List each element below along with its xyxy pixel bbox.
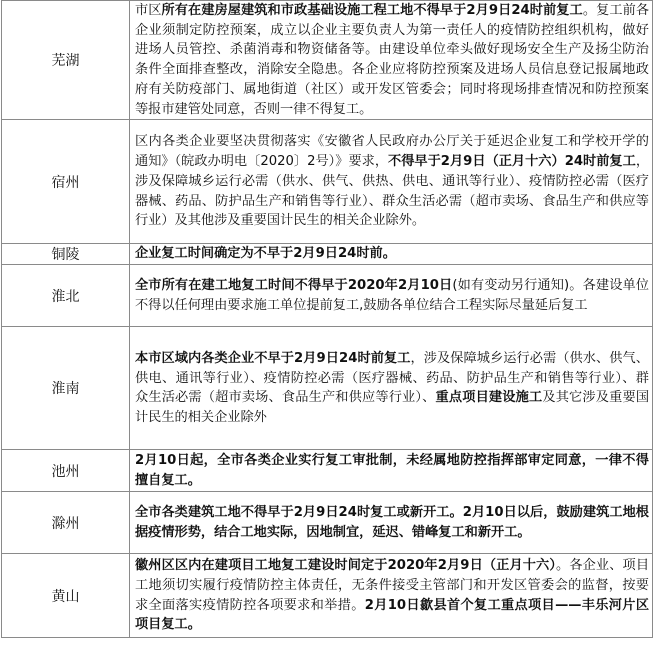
table-row [2, 265, 653, 327]
text-segment: ，涉及保障城乡运行必需（供水、供气、供电、通讯等行业）、疫情防控必需（医疗器械、药品、防护品生产和销售等行业）、群众生活必需（超市卖场、食品生产和供应等行业）、 [135, 350, 649, 406]
text-segment: 区内各类企业要坚决贯彻落实《安徽省人民政府办公厅关于延迟企业复工和学校开学的通知》（皖政办明电〔2020〕2号）》要求， [135, 134, 649, 170]
policy-text [130, 554, 653, 638]
city-name: 宿州 [2, 120, 130, 244]
policy-text [130, 450, 653, 492]
text-segment: (如有变动另行通知)。各建设单位不得以任何理由要求施工单位提前复工,鼓励各单位结合工程实际尽量延后复工 [135, 278, 649, 313]
text-segment: 市区 [135, 3, 162, 18]
city-name: 黄山 [2, 554, 130, 638]
table-row [2, 244, 653, 265]
reopening-policy-table [1, 0, 653, 638]
text-segment: 。各企业、项目工地须切实履行疫情防控主体责任，无条件接受主管部门和开发区管委会的监督，按要求全面落实疫情防控各项要求和举措。 [135, 558, 650, 613]
policy-text [130, 244, 653, 265]
text-segment: ，涉及保障城乡运行必需（供水、供气、供热、供电、通讯等行业）、疫情防控必需（医疗器械、药品、防护品生产和销售等行业）、群众生活必需（超市卖场、食品生产和供应等行业）及其他涉及重要国计民生的相关企业除外。 [135, 154, 650, 229]
text-segment-bold: 本市区域内各类企业不早于2月9日24时前复工 [135, 350, 411, 366]
table-row [2, 327, 653, 450]
policy-text [130, 120, 653, 244]
city-name: 淮北 [2, 265, 130, 327]
text-segment: 。复工前各企业须制定防控预案，成立以企业主要负责人为第一责任人的疫情防控组织机构，做好进场人员管控、杀菌消毒和物资储备等。由建设单位牵头做好现场安全生产及扬尘防治条件全面排查整改，消除安全隐患。各企业应将防控预案及进场人员信息登记报属地政府有关防疫部门、属地街道（社区）或开发区管委会；同时将现场排查情况和防控预案等报市建管处同意，否则一律不得复工。 [135, 3, 650, 117]
city-name: 铜陵 [2, 244, 130, 265]
text-segment-bold: 全市各类建筑工地不得早于2月9日24时复工或新开工。2月10日以后，鼓励建筑工地根据疫情形势，结合工地实际，因地制宜，延迟、错峰复工和新开工。 [135, 505, 649, 540]
policy-text [130, 327, 653, 450]
text-segment-bold: 所有在建房屋建筑和市政基础设施工程工地不得早于2月9日24时前复工 [161, 3, 583, 18]
text-segment-bold: 徽州区区内在建项目工地复工建设时间定于2020年2月9日（正月十六） [135, 558, 557, 574]
city-name: 池州 [2, 450, 130, 492]
policy-text [130, 492, 653, 554]
table-row [2, 1, 653, 120]
text-segment-bold: 2月10日歙县首个复工重点项目——丰乐河片区项目复工。 [135, 597, 650, 633]
text-segment: 及其它涉及重要国计民生的相关企业除外 [135, 390, 650, 425]
table-row [2, 492, 653, 554]
text-segment-bold: 不得早于2月9日（正月十六）24时前复工 [388, 154, 636, 170]
policy-text [130, 1, 653, 120]
text-segment-bold: 企业复工时间确定为不早于2月9日24时前。 [135, 246, 396, 262]
table-row [2, 554, 653, 638]
table-row [2, 120, 653, 244]
city-name: 淮南 [2, 327, 130, 450]
city-name: 滁州 [2, 492, 130, 554]
text-segment-bold: 重点项目建设施工 [435, 390, 543, 406]
table-row [2, 450, 653, 492]
policy-text [130, 265, 653, 327]
city-name: 芜湖 [2, 1, 130, 120]
text-segment-bold: 全市所有在建工地复工时间不得早于2020年2月10日 [135, 278, 453, 294]
text-segment-bold: 2月10日起，全市各类企业实行复工审批制，未经属地防控指挥部审定同意，一律不得擅自复工。 [135, 453, 649, 488]
